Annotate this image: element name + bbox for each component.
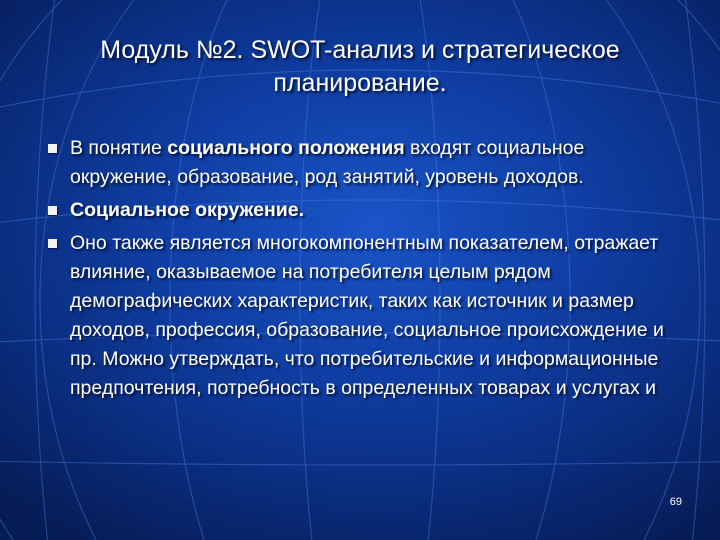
slide-title [30,34,690,100]
bullet-list [48,134,688,407]
bullet-item-description [48,229,688,403]
square-bullet-icon [48,206,57,215]
bullet-1-text-end: входят социальное окружение, образование, род занятий, уровень доходов. [70,137,585,188]
slide-title-line-2: планирование. [273,69,447,97]
square-bullet-icon [48,239,57,248]
square-bullet-icon [48,144,57,153]
bullet-1-text-start: В понятие [70,137,168,159]
page-number: 69 [669,496,682,508]
bullet-3-text: Оно также является многокомпонентным показателем, отражает влияние, оказываемое на потребителя целым рядом демографических характеристик, таких как источник и размер доходов, профессия, образование, социальное происхождение и пр. Можно утверждать, что потребительские и информационные предпочтения, потребность в определенных товарах и услугах и [70,232,664,399]
bullet-1-bold-term: социального положения [167,137,405,159]
bullet-2-bold-text: Социальное окружение. [70,199,304,221]
bullet-item-social-environment [48,196,688,225]
bullet-item-social-status [48,134,688,192]
slide-title-line-1: Модуль №2. SWOT-анализ и стратегическое [100,36,620,64]
